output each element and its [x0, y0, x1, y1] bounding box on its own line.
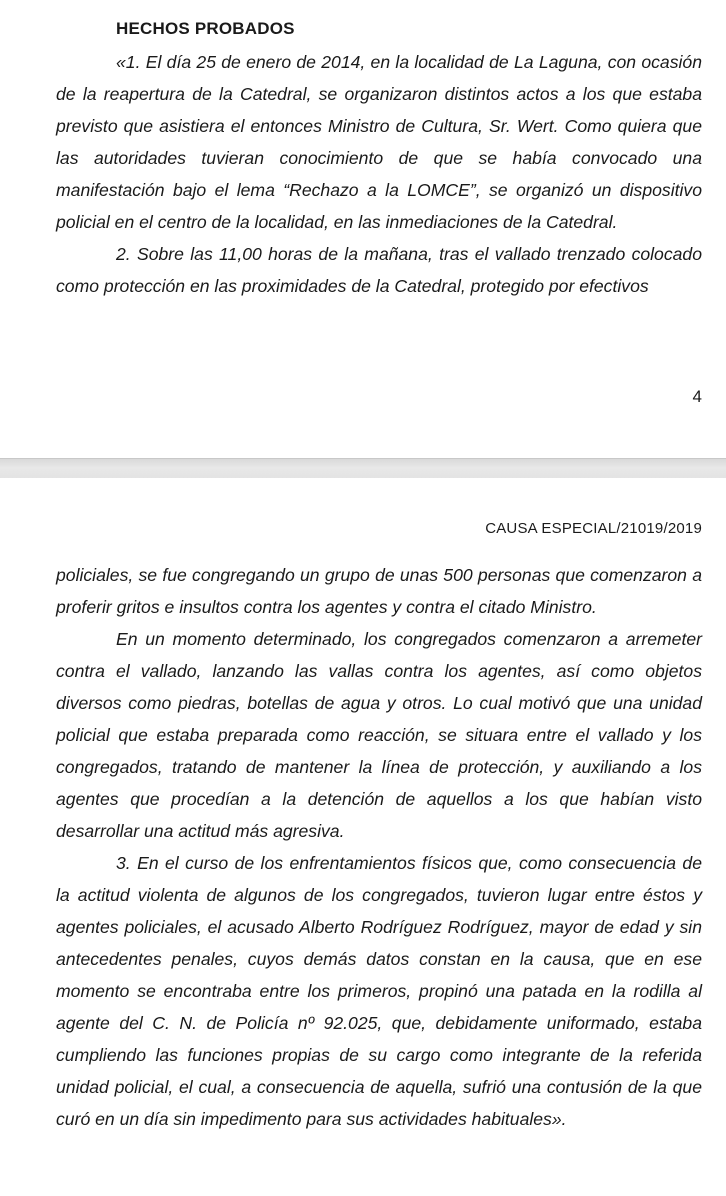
body-text-bottom	[56, 559, 702, 1135]
paragraph-fact-2-start: 2. Sobre las 11,00 horas de la mañana, tras el vallado trenzado colocado como protección en las proximidades de la Catedral, protegido por efectivos	[56, 244, 702, 296]
section-heading: HECHOS PROBADOS	[116, 19, 295, 38]
paragraph-fact-2-continued: policiales, se fue congregando un grupo de unas 500 personas que comenzaron a proferir gritos e insultos contra los agentes y contra el citado Ministro.	[56, 565, 702, 617]
case-reference-header: CAUSA ESPECIAL/21019/2019	[485, 520, 702, 537]
body-text-top	[56, 46, 702, 302]
paragraph-fact-1: «1. El día 25 de enero de 2014, en la localidad de La Laguna, con ocasión de la reapertura de la Catedral, se organizaron distintos actos a los que estaba previsto que asistiera el entonces Ministro de Cultura, Sr. Wert. Como quiera que las autoridades tuvieran conocimiento de que se había convocado una manifestación bajo el lema “Rechazo a la LOMCE”, se organizó un dispositivo policial en el centro de la localidad, en las inmediaciones de la Catedral.	[56, 52, 702, 232]
page-number: 4	[692, 387, 702, 406]
document-page-top	[0, 0, 726, 460]
paragraph-fact-3: 3. En el curso de los enfrentamientos físicos que, como consecuencia de la actitud violenta de algunos de los congregados, tuvieron lugar entre éstos y agentes policiales, el acusado Alberto Rodríguez Rodríguez, mayor de edad y sin antecedentes penales, cuyos demás datos constan en la causa, que en ese momento se encontraba entre los primeros, propinó una patada en la rodilla al agente del C. N. de Policía nº 92.025, que, debidamente uniformado, estaba cumpliendo las funciones propias de su cargo como integrante de la referida unidad policial, el cual, a consecuencia de aquella, sufrió una contusión de la que curó en un día sin impedimento para sus actividades habituales».	[56, 853, 702, 1129]
paragraph-confrontation: En un momento determinado, los congregados comenzaron a arremeter contra el vallado, lanzando las vallas contra los agentes, así como objetos diversos como piedras, botellas de agua y otros. Lo cual motivó que una unidad policial que estaba preparada como reacción, se situara entre el vallado y los congregados, tratando de mantener la línea de protección, y auxiliando a los agentes que procedían a la detención de aquellos a los que habían visto desarrollar una actitud más agresiva.	[56, 629, 702, 841]
